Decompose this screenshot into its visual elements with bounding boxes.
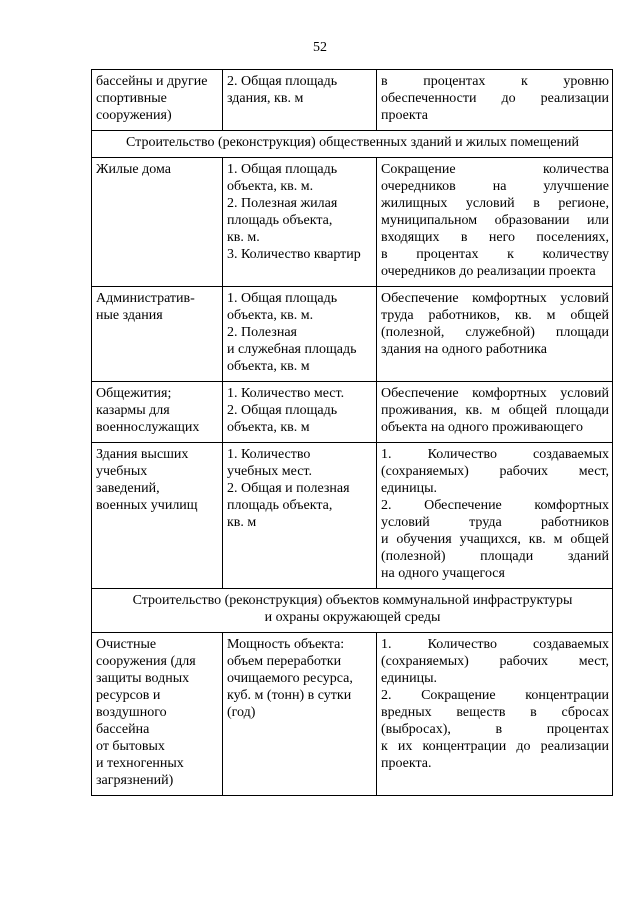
cell-line: жилищных условий в регионе, — [381, 196, 609, 211]
cell-line: Сокращение количества — [381, 162, 609, 177]
indicator-cell — [223, 158, 377, 287]
cell-line: учебных — [96, 464, 148, 479]
indicator-cell — [223, 70, 377, 131]
cell-line: Общежития; — [96, 386, 172, 401]
cell-line: здания, кв. м — [227, 91, 304, 106]
cell-line: объекта на одного проживающего — [381, 420, 583, 435]
cell-line: объекта, кв. м — [227, 420, 310, 435]
cell-line: (полезной, служебной) площади — [381, 325, 609, 340]
cell-line: сооружения (для — [96, 654, 196, 669]
cell-line: (год) — [227, 705, 256, 720]
cell-line: здания на одного работника — [381, 342, 547, 357]
cell-line: и обучения учащихся, кв. м общей — [381, 532, 609, 547]
cell-line: Мощность объекта: — [227, 637, 345, 652]
cell-line: воздушного — [96, 705, 167, 720]
cell-line: Строительство (реконструкция) общественных зданий и жилых помещений — [126, 135, 579, 150]
cell-line: единицы. — [381, 481, 438, 496]
cell-line: бассейна — [96, 722, 150, 737]
cell-line: проживания, кв. м общей площади — [381, 403, 609, 418]
cell-line: 1. Количество создаваемых — [381, 447, 609, 462]
cell-line: обеспеченности до реализации — [381, 91, 609, 106]
page-number: 52 — [313, 40, 327, 55]
table-row — [92, 70, 613, 131]
indicator-cell — [223, 382, 377, 443]
cell-line: 1. Количество создаваемых — [381, 637, 609, 652]
cell-line: защиты водных — [96, 671, 190, 686]
criterion-cell — [377, 443, 613, 589]
cell-line: 2. Обеспечение комфортных — [381, 498, 609, 513]
criterion-cell — [377, 158, 613, 287]
cell-line: площадь объекта, — [227, 213, 333, 228]
cell-line: бассейны и другие — [96, 74, 208, 89]
cell-line: Строительство (реконструкция) объектов коммунальной инфраструктуры — [132, 593, 573, 608]
cell-line: 2. Общая площадь — [227, 74, 338, 89]
object-type-cell — [92, 70, 223, 131]
cell-line: 1. Общая площадь — [227, 291, 338, 306]
table-row — [92, 443, 613, 589]
cell-line: кв. м — [227, 515, 257, 530]
table-row — [92, 287, 613, 382]
criterion-cell — [377, 70, 613, 131]
indicator-cell — [223, 287, 377, 382]
cell-line: в процентах к количеству — [381, 247, 609, 262]
cell-line: на одного учащегося — [381, 566, 505, 581]
cell-line: (сохраняемых) рабочих мест, — [381, 464, 609, 479]
cell-line: Обеспечение комфортных условий — [381, 291, 609, 306]
cell-line: единицы. — [381, 671, 438, 686]
cell-line: Административ- — [96, 291, 195, 306]
cell-line: и служебная площадь — [227, 342, 357, 357]
object-type-cell — [92, 382, 223, 443]
cell-line: 3. Количество квартир — [227, 247, 361, 262]
cell-line: вредных веществ в сбросах — [381, 705, 609, 720]
cell-line: 2. Общая и полезная — [227, 481, 350, 496]
indicator-cell — [223, 633, 377, 796]
cell-line: и техногенных — [96, 756, 184, 771]
cell-line: военных училищ — [96, 498, 198, 513]
cell-line: условий труда работников — [381, 515, 609, 530]
cell-line: военнослужащих — [96, 420, 200, 435]
table-row — [92, 382, 613, 443]
cell-line: Очистные — [96, 637, 157, 652]
criterion-cell — [377, 382, 613, 443]
cell-line: казармы для — [96, 403, 170, 418]
cell-line: 1. Общая площадь — [227, 162, 338, 177]
cell-line: объекта, кв. м — [227, 359, 310, 374]
cell-line: 2. Сокращение концентрации — [381, 688, 609, 703]
criterion-cell — [377, 287, 613, 382]
section-title — [92, 589, 613, 633]
cell-line: проекта. — [381, 756, 432, 771]
cell-line: (полезной) площади зданий — [381, 549, 609, 564]
cell-line: объем переработки — [227, 654, 342, 669]
cell-line: учебных мест. — [227, 464, 312, 479]
object-type-cell — [92, 158, 223, 287]
object-type-cell — [92, 287, 223, 382]
cell-line: 2. Полезная — [227, 325, 297, 340]
section-header-row — [92, 589, 613, 633]
cell-line: и охраны окружающей среды — [264, 610, 441, 625]
cell-line: загрязнений) — [96, 773, 174, 788]
cell-line: очередников на улучшение — [381, 179, 609, 194]
cell-line: ресурсов и — [96, 688, 161, 703]
cell-line: проекта — [381, 108, 428, 123]
section-title — [92, 131, 613, 158]
cell-line: объекта, кв. м. — [227, 179, 314, 194]
cell-line: очередников до реализации проекта — [381, 264, 596, 279]
table-row — [92, 633, 613, 796]
cell-line: 2. Полезная жилая — [227, 196, 338, 211]
cell-line: к их концентрации до реализации — [381, 739, 609, 754]
object-type-cell — [92, 633, 223, 796]
indicators-table — [91, 69, 613, 796]
table-row — [92, 158, 613, 287]
criterion-cell — [377, 633, 613, 796]
cell-line: входящих в него поселениях, — [381, 230, 609, 245]
indicator-cell — [223, 443, 377, 589]
cell-line: Обеспечение комфортных условий — [381, 386, 609, 401]
cell-line: площадь объекта, — [227, 498, 333, 513]
cell-line: 2. Общая площадь — [227, 403, 338, 418]
cell-line: (выбросах), в процентах — [381, 722, 609, 737]
cell-line: (сохраняемых) рабочих мест, — [381, 654, 609, 669]
cell-line: кв. м. — [227, 230, 260, 245]
cell-line: куб. м (тонн) в сутки — [227, 688, 352, 703]
cell-line: 1. Количество — [227, 447, 311, 462]
cell-line: 1. Количество мест. — [227, 386, 345, 401]
section-header-row — [92, 131, 613, 158]
cell-line: труда работников, кв. м общей — [381, 308, 609, 323]
cell-line: заведений, — [96, 481, 160, 496]
cell-line: объекта, кв. м. — [227, 308, 314, 323]
cell-line: Жилые дома — [96, 162, 171, 177]
cell-line: муниципальном образовании или — [381, 213, 609, 228]
cell-line: в процентах к уровню — [381, 74, 609, 89]
object-type-cell — [92, 443, 223, 589]
cell-line: спортивные — [96, 91, 167, 106]
cell-line: от бытовых — [96, 739, 165, 754]
cell-line: сооружения) — [96, 108, 172, 123]
cell-line: очищаемого ресурса, — [227, 671, 353, 686]
cell-line: Здания высших — [96, 447, 189, 462]
cell-line: ные здания — [96, 308, 163, 323]
